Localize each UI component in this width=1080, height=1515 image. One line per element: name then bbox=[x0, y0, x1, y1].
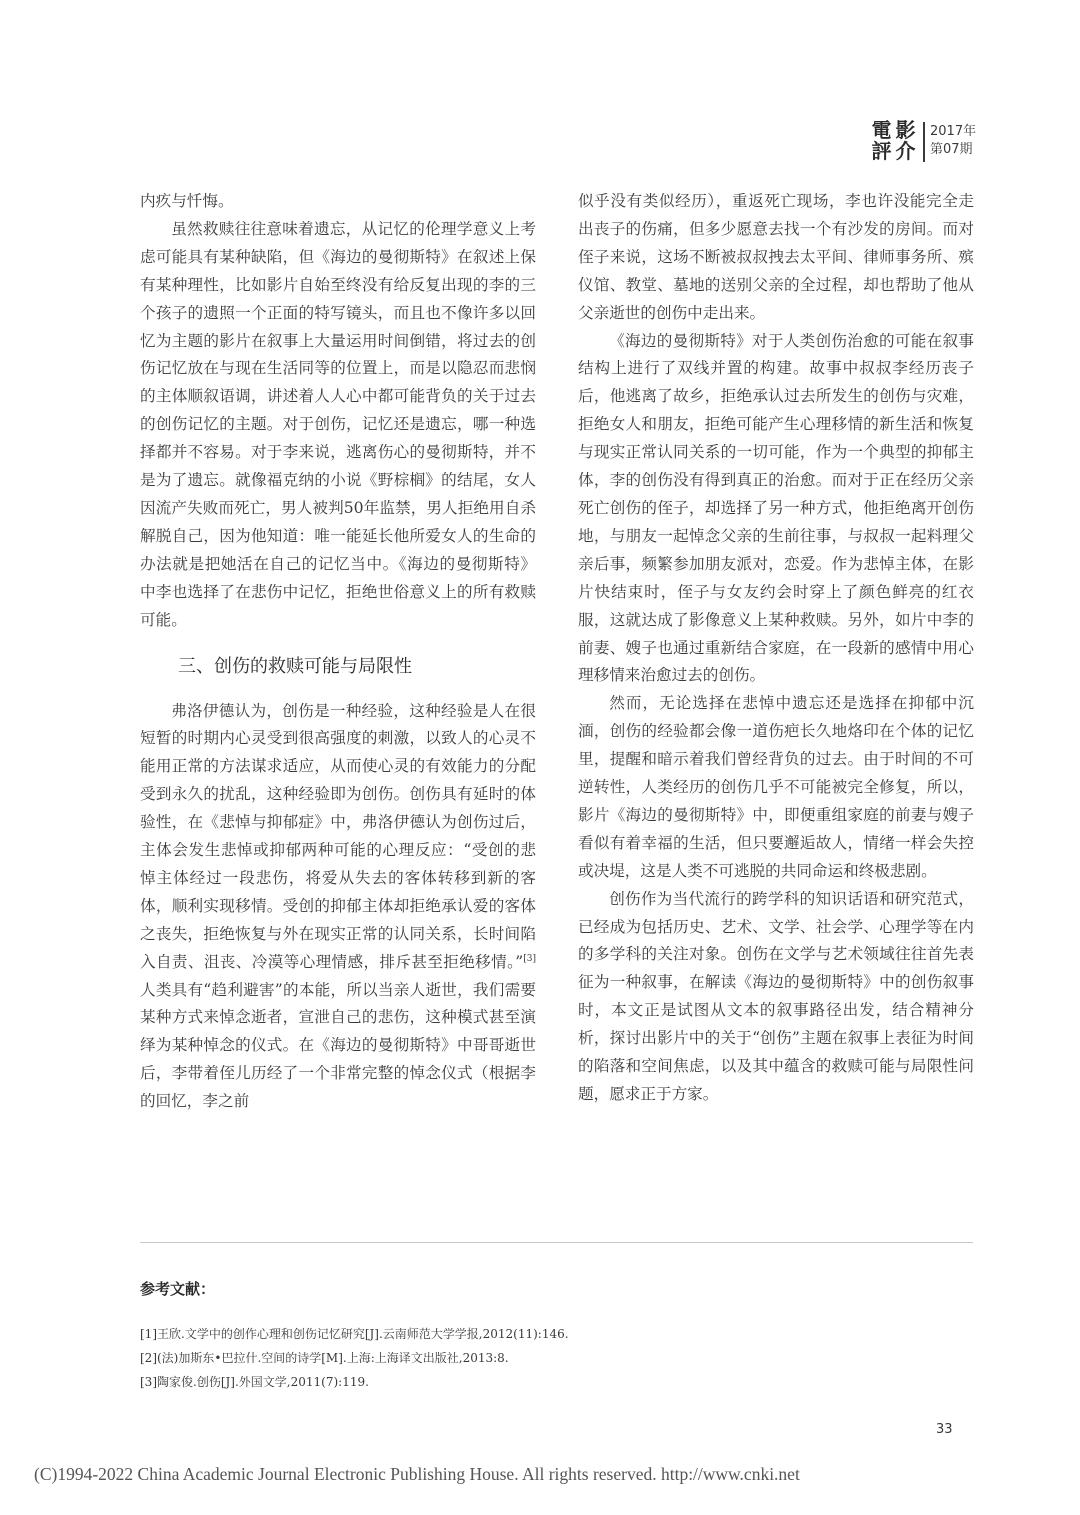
left-column bbox=[140, 188, 536, 1116]
issue-year: 2017年 bbox=[930, 124, 977, 139]
references-title: 参考文献： bbox=[140, 1280, 216, 1298]
copyright-notice: (C)1994-2022 China Academic Journal Electronic Publishing House. All rights reserved. http://www.cnki.net bbox=[34, 1464, 800, 1484]
paragraph: 虽然救赎往往意味着遗忘，从记忆的伦理学意义上考虑可能具有某种缺陷，但《海边的曼彻斯特》在叙述上保有某种理性，比如影片自始至终没有给反复出现的李的三个孩子的遗照一个正面的特写镜头，而且也不像许多以回忆为主题的影片在叙事上大量运用时间倒错，将过去的创伤记忆放在与现在生活同等的位置上，而是以隐忍而悲悯的主体顺叙语调，讲述着人人心中都可能背负的关于过去的创伤记忆的主题。对于创伤，记忆还是遗忘，哪一种选择都并不容易。对于李来说，逃离伤心的曼彻斯特，并不是为了遗忘。就像福克纳的小说《野棕榈》的结尾，女人因流产失败而死亡，男人被判50年监禁，男人拒绝用自杀解脱自己，因为他知道：唯一能延长他所爱女人的生命的办法就是把她活在自己的记忆当中。《海边的曼彻斯特》中李也选择了在悲伤中记忆，拒绝世俗意义上的所有救赎可能。 bbox=[140, 219, 536, 629]
paragraph-text: 弗洛伊德认为，创伤是一种经验，这种经验是人在很短暂的时期内心灵受到很高强度的刺激，以致人的心灵不能用正常的方法谋求适应，从而使心灵的有效能力的分配受到永久的扰乱，这种经验即为创伤。创伤具有延时的体验性，在《悲悼与抑郁症》中，弗洛伊德认为创伤过后，主体会发生悲悼或抑郁两种可能的心理反应：“受创的悲悼主体经过一段悲伤，将爱从失去的客体转移到新的客体，顺利实现移情。受创的抑郁主体却拒绝承认爱的客体之丧失，拒绝恢复与外在现实正常的认同关系，长时间陷入自责、沮丧、冷漠等心理情感，排斥甚至拒绝移情。” bbox=[140, 701, 536, 971]
paragraph: 似乎没有类似经历），重返死亡现场，李也许没能完全走出丧子的伤痛，但多少愿意去找一个有沙发的房间。而对侄子来说，这场不断被叔叔拽去太平间、律师事务所、殡仪馆、教堂、墓地的送别父亲的全过程，却也帮助了他从父亲逝世的创伤中走出来。 bbox=[578, 192, 974, 322]
header-divider bbox=[923, 122, 925, 162]
reference-item: [1]王欣.文学中的创作心理和创伤记忆研究[J].云南师范大学学报,2012(11):146. bbox=[140, 1327, 569, 1341]
section-heading: 三、创伤的救赎可能与局限性 bbox=[178, 655, 412, 677]
citation-marker: [3] bbox=[523, 953, 536, 964]
logo-char: 影 bbox=[895, 118, 915, 142]
paragraph: 《海边的曼彻斯特》对于人类创伤治愈的可能在叙事结构上进行了双线并置的构建。故事中叔叔李经历丧子后，他逃离了故乡，拒绝承认过去所发生的创伤与灾难，拒绝女人和朋友，拒绝可能产生心理移情的新生活和恢复与现实正常认同关系的一切可能，作为一个典型的抑郁主体，李的创伤没有得到真正的治愈。而对于正在经历父亲死亡创伤的侄子，却选择了另一种方式，他拒绝离开创伤地，与朋友一起悼念父亲的生前往事，与叔叔一起料理父亲后事，频繁参加朋友派对，恋爱。作为悲悼主体，在影片快结束时，侄子与女友约会时穿上了颜色鲜亮的红衣服，这就达成了影像意义上某种救赎。另外，如片中李的前妻、嫂子也通过重新结合家庭，在一段新的感情中用心理移情来治愈过去的创伤。 bbox=[578, 331, 974, 685]
references-divider bbox=[140, 1242, 973, 1243]
paragraph: 创伤作为当代流行的跨学科的知识话语和研究范式，已经成为包括历史、艺术、文学、社会学、心理学等在内的多学科的关注对象。创伤在文学与艺术领域往往首先表征为一种叙事，在解读《海边的曼彻斯特》中的创伤叙事时，本文正是试图从文本的叙事路径出发，结合精神分析，探讨出影片中的关于“创伤”主题在叙事上表征为时间的陷落和空间焦虑，以及其中蕴含的救赎可能与局限性问题，愿求正于方家。 bbox=[578, 889, 974, 1103]
reference-item: [2](法)加斯东•巴拉什.空间的诗学[M].上海:上海译文出版社,2013:8. bbox=[140, 1351, 509, 1365]
references-list bbox=[140, 1322, 569, 1394]
logo-char: 評 bbox=[871, 139, 891, 163]
page-number: 33 bbox=[936, 1422, 953, 1437]
paragraph bbox=[140, 698, 536, 1117]
paragraph: 内疚与忏悔。 bbox=[140, 192, 234, 210]
paragraph-text: 人类具有“趋利避害”的本能，所以当亲人逝世，我们需要某种方式来悼念逝者，宣泄自己的悲伤，这种模式甚至演绎为某种悼念的仪式。在《海边的曼彻斯特》中哥哥逝世后，李带着侄儿历经了一个非常完整的悼念仪式（根据李的回忆，李之前 bbox=[140, 980, 536, 1111]
reference-item: [3]陶家俊.创伤[J].外国文学,2011(7):119. bbox=[140, 1375, 369, 1389]
journal-logo bbox=[868, 120, 920, 162]
logo-char: 介 bbox=[895, 139, 915, 163]
journal-header bbox=[868, 118, 988, 166]
issue-number: 第07期 bbox=[930, 142, 973, 157]
logo-char: 電 bbox=[871, 118, 891, 142]
right-column bbox=[578, 188, 974, 1109]
paragraph: 然而，无论选择在悲悼中遗忘还是选择在抑郁中沉湎，创伤的经验都会像一道伤疤长久地烙印在个体的记忆里，提醒和暗示着我们曾经背负的过去。由于时间的不可逆转性，人类经历的创伤几乎不可能被完全修复，所以，影片《海边的曼彻斯特》中，即便重组家庭的前妻与嫂子看似有着幸福的生活，但只要邂逅故人，情绪一样会失控或决堤，这是人类不可逃脱的共同命运和终极悲剧。 bbox=[578, 694, 974, 880]
